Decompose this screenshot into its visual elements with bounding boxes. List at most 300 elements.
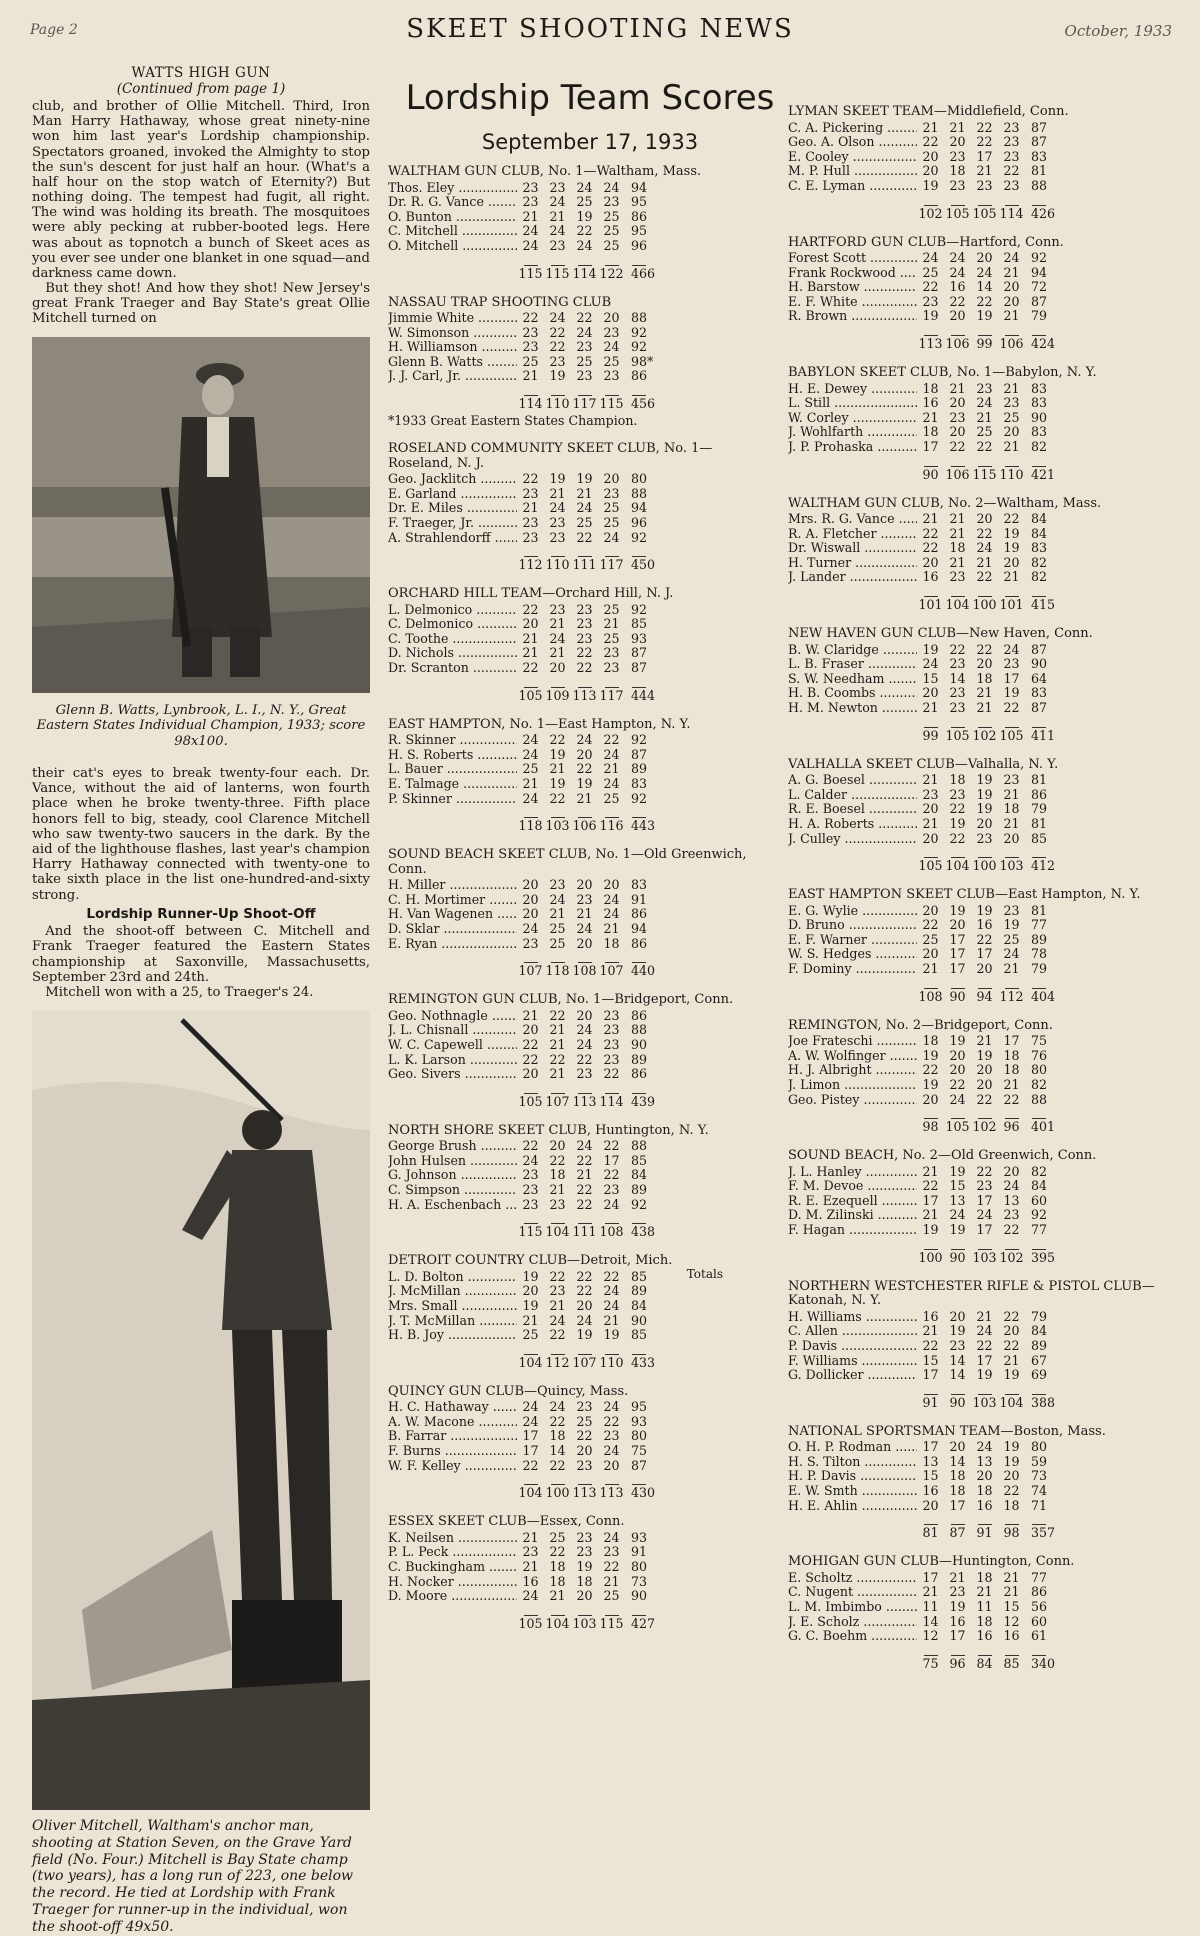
team-total: 427 <box>631 1615 656 1631</box>
shooter-row <box>788 1629 1163 1644</box>
shooter-name: J. Wohlfarth ..... <box>788 425 917 440</box>
round-total: 102 <box>918 205 943 221</box>
club-header: MOHIGAN GUN CLUB—Huntington, Conn. <box>788 1554 1075 1570</box>
round-score: 24 <box>949 1091 966 1107</box>
round-score: 20 <box>976 250 993 266</box>
shooter-name: Geo. A. Olson ..... <box>788 135 917 150</box>
round-score: 25 <box>922 264 939 280</box>
round-score: 24 <box>576 1022 593 1038</box>
round-score: 20 <box>1003 1323 1020 1339</box>
round-score: 24 <box>549 1399 566 1415</box>
shooter-total: 91 <box>631 891 648 907</box>
shooter-row <box>388 1545 763 1560</box>
club-header: EAST HAMPTON SKEET CLUB—East Hampton, N. Y. <box>788 887 1141 903</box>
round-score: 21 <box>922 815 939 831</box>
round-score: 23 <box>603 368 620 384</box>
team-total: 357 <box>1031 1525 1056 1541</box>
shooter-total: 88 <box>631 1138 648 1154</box>
shooter-row <box>788 1034 1163 1049</box>
round-score: 23 <box>603 1007 620 1023</box>
article-subheading: Lordship Runner-Up Shoot-Off <box>86 905 316 922</box>
round-total: 100 <box>972 597 997 613</box>
round-score: 24 <box>522 237 539 253</box>
shooter-row <box>388 1299 763 1314</box>
shooter-total: 86 <box>631 208 648 224</box>
club-header: EAST HAMPTON, No. 1—East Hampton, N. Y. <box>388 716 691 732</box>
team-total: 443 <box>631 818 656 834</box>
shooter-total: 87 <box>1031 293 1048 309</box>
shooter-total: 76 <box>1031 1047 1048 1063</box>
round-total: 90 <box>949 1249 966 1265</box>
shooter-row <box>788 643 1163 658</box>
round-score: 23 <box>549 514 566 530</box>
round-score: 23 <box>922 786 939 802</box>
round-score: 20 <box>922 1497 939 1513</box>
round-score: 19 <box>949 815 966 831</box>
round-total: 102 <box>972 727 997 743</box>
round-score: 21 <box>1003 1569 1020 1585</box>
shooter-total: 64 <box>1031 670 1048 686</box>
round-total: 90 <box>949 1394 966 1410</box>
shooter-row <box>788 382 1163 397</box>
round-score: 22 <box>576 1268 593 1284</box>
shooter-name: H. E. Dewey ..... <box>788 382 917 397</box>
club-block <box>788 105 1163 222</box>
shooter-row <box>388 1575 763 1590</box>
shooter-name: W. Simonson ..... <box>388 326 517 341</box>
shooter-row <box>388 239 763 254</box>
round-total: 116 <box>599 818 624 834</box>
total-rule <box>788 1513 1163 1525</box>
round-score: 23 <box>576 891 593 907</box>
round-score: 21 <box>522 1312 539 1328</box>
round-score: 22 <box>522 1457 539 1473</box>
club-header: NEW HAVEN GUN CLUB—New Haven, Conn. <box>788 626 1093 642</box>
round-score: 11 <box>922 1598 939 1614</box>
round-total: 114 <box>999 205 1024 221</box>
shooter-name: H. A. Roberts ..... <box>788 817 917 832</box>
round-score: 19 <box>549 746 566 762</box>
shooter-total: 82 <box>1031 554 1048 570</box>
shooter-name: H. S. Tilton ..... <box>788 1455 917 1470</box>
round-score: 18 <box>922 380 939 396</box>
round-score: 24 <box>1003 250 1020 266</box>
round-score: 22 <box>549 324 566 340</box>
round-score: 17 <box>949 931 966 947</box>
team-total: 411 <box>1031 727 1056 743</box>
club-header: REMINGTON, No. 2—Bridgeport, Conn. <box>788 1017 1053 1033</box>
round-score: 20 <box>949 1062 966 1078</box>
round-score: 19 <box>922 1222 939 1238</box>
club-note: *1933 Great Eastern States Champion. <box>388 413 638 429</box>
round-score: 22 <box>576 310 593 326</box>
shooter-total: 84 <box>1031 511 1048 527</box>
shooter-total: 60 <box>1031 1192 1048 1208</box>
shooter-total: 88 <box>631 485 648 501</box>
round-score: 16 <box>922 1483 939 1499</box>
shooter-total: 83 <box>1031 685 1048 701</box>
round-score: 19 <box>549 368 566 384</box>
round-score: 22 <box>603 732 620 748</box>
round-total: 105 <box>945 727 970 743</box>
shooter-row <box>788 527 1163 542</box>
team-totals-row <box>788 728 1163 744</box>
round-score: 21 <box>1003 815 1020 831</box>
round-score: 22 <box>922 134 939 150</box>
round-score: 22 <box>549 339 566 355</box>
shooter-total: 79 <box>1031 1308 1048 1324</box>
round-score: 20 <box>522 1022 539 1038</box>
round-score: 22 <box>549 1152 566 1168</box>
round-score: 25 <box>522 761 539 777</box>
round-total: 104 <box>945 597 970 613</box>
shooter-total: 61 <box>1031 1628 1048 1644</box>
shooter-total: 92 <box>631 601 648 617</box>
club-block <box>788 1019 1163 1136</box>
shooter-row <box>388 937 763 952</box>
round-score: 23 <box>1003 148 1020 164</box>
round-total: 115 <box>545 265 570 281</box>
shooter-name: H. B. Coombs ..... <box>788 686 917 701</box>
round-score: 20 <box>603 310 620 326</box>
shooter-name: C. H. Mortimer ..... <box>388 893 517 908</box>
round-score: 21 <box>976 1584 993 1600</box>
shooter-name: R. A. Fletcher ..... <box>788 527 917 542</box>
round-score: 21 <box>949 1569 966 1585</box>
round-score: 23 <box>1003 772 1020 788</box>
round-score: 25 <box>603 353 620 369</box>
round-score: 24 <box>603 1443 620 1459</box>
shooter-row <box>388 922 763 937</box>
round-total: 91 <box>976 1525 993 1541</box>
round-total: 117 <box>572 396 597 412</box>
shooter-total: 88 <box>1031 1091 1048 1107</box>
team-total: 440 <box>631 963 656 979</box>
shooter-total: 87 <box>1031 699 1048 715</box>
shooter-name: A. W. Wolfinger ..... <box>788 1049 917 1064</box>
round-score: 20 <box>976 1076 993 1092</box>
total-rule <box>788 324 1163 336</box>
shooter-name: Mrs. Small ..... <box>388 1299 517 1314</box>
round-score: 19 <box>949 1598 966 1614</box>
round-score: 19 <box>922 1076 939 1092</box>
round-score: 24 <box>603 1196 620 1212</box>
round-score: 20 <box>603 1457 620 1473</box>
round-score: 21 <box>922 119 939 135</box>
round-score: 15 <box>922 1468 939 1484</box>
shooter-total: 90 <box>631 1036 648 1052</box>
shooter-name: Geo. Sivers ..... <box>388 1067 517 1082</box>
round-total: 85 <box>1003 1655 1020 1671</box>
team-total: 421 <box>1031 466 1056 482</box>
round-score: 17 <box>949 961 966 977</box>
shooter-total: 74 <box>1031 1483 1048 1499</box>
shooter-total: 81 <box>1031 163 1048 179</box>
shooter-total: 94 <box>631 500 648 516</box>
shooter-row <box>388 748 763 763</box>
shooter-total: 95 <box>631 223 648 239</box>
shooter-name: F. Hagan ..... <box>788 1223 917 1238</box>
round-total: 105 <box>518 687 543 703</box>
round-score: 23 <box>603 485 620 501</box>
round-total: 104 <box>945 858 970 874</box>
round-score: 20 <box>1003 1468 1020 1484</box>
round-score: 14 <box>549 1443 566 1459</box>
shooter-total: 87 <box>631 1457 648 1473</box>
shooter-name: A. Strahlendorff ..... <box>388 531 517 546</box>
round-score: 21 <box>576 1167 593 1183</box>
round-score: 22 <box>976 931 993 947</box>
round-total: 99 <box>922 727 939 743</box>
total-rule <box>388 254 763 266</box>
round-score: 23 <box>976 380 993 396</box>
team-totals-row <box>388 1094 763 1110</box>
shooter-total: 83 <box>1031 148 1048 164</box>
round-score: 20 <box>922 554 939 570</box>
round-score: 13 <box>976 1453 993 1469</box>
round-score: 22 <box>576 761 593 777</box>
round-score: 16 <box>949 1613 966 1629</box>
shooter-row <box>788 1571 1163 1586</box>
shooter-name: J. T. McMillan ..... <box>388 1314 517 1329</box>
round-score: 24 <box>549 1312 566 1328</box>
shooter-total: 79 <box>1031 801 1048 817</box>
article-continued: (Continued from page 1) <box>116 80 286 97</box>
shooter-row <box>388 907 763 922</box>
round-score: 22 <box>576 645 593 661</box>
round-score: 21 <box>1003 1584 1020 1600</box>
shooter-row <box>788 1455 1163 1470</box>
round-score: 21 <box>1003 438 1020 454</box>
round-total: 113 <box>572 687 597 703</box>
shooter-row <box>788 1600 1163 1615</box>
club-header: BABYLON SKEET CLUB, No. 1—Babylon, N. Y. <box>788 365 1097 381</box>
shooter-name: E. Cooley ..... <box>788 150 917 165</box>
round-score: 23 <box>522 1182 539 1198</box>
shooter-total: 88 <box>631 1022 648 1038</box>
round-score: 23 <box>549 529 566 545</box>
team-totals-row <box>388 1485 763 1501</box>
round-total: 112 <box>999 988 1024 1004</box>
team-totals-row <box>788 597 1163 613</box>
shooter-total: 92 <box>631 790 648 806</box>
round-score: 24 <box>603 891 620 907</box>
shooter-name: O. Mitchell ..... <box>388 239 517 254</box>
round-score: 22 <box>976 438 993 454</box>
shooter-row <box>388 531 763 546</box>
shooter-row <box>788 135 1163 150</box>
round-score: 24 <box>549 310 566 326</box>
shooter-total: 85 <box>631 1268 648 1284</box>
round-score: 21 <box>549 1297 566 1313</box>
round-score: 21 <box>522 1558 539 1574</box>
scores-column-right <box>788 105 1163 1686</box>
shooter-row <box>788 1354 1163 1369</box>
shooter-name: C. A. Pickering ..... <box>788 121 917 136</box>
round-score: 20 <box>522 616 539 632</box>
shooter-name: G. Johnson ..... <box>388 1168 517 1183</box>
round-score: 19 <box>603 1327 620 1343</box>
shooter-name: E. F. Warner ..... <box>788 933 917 948</box>
total-rule <box>388 676 763 688</box>
round-score: 23 <box>949 1584 966 1600</box>
round-score: 21 <box>922 511 939 527</box>
round-score: 18 <box>976 670 993 686</box>
shooter-name: L. D. Bolton ..... <box>388 1270 517 1285</box>
shooter-name: H. A. Eschenbach ..... <box>388 1198 517 1213</box>
round-score: 16 <box>922 569 939 585</box>
round-score: 21 <box>522 775 539 791</box>
round-score: 13 <box>922 1453 939 1469</box>
shooter-total: 91 <box>631 1544 648 1560</box>
round-score: 24 <box>576 1312 593 1328</box>
round-score: 18 <box>949 1468 966 1484</box>
shooter-row <box>388 516 763 531</box>
round-total: 96 <box>949 1655 966 1671</box>
shooter-total: 71 <box>1031 1497 1048 1513</box>
club-block <box>388 848 763 979</box>
shooter-row <box>788 962 1163 977</box>
shooter-row <box>388 311 763 326</box>
shooter-total: 89 <box>631 1283 648 1299</box>
round-score: 24 <box>922 250 939 266</box>
round-score: 22 <box>976 1163 993 1179</box>
shooter-name: J. P. Prohaska ..... <box>788 440 917 455</box>
shooter-name: D. Bruno ..... <box>788 918 917 933</box>
round-score: 19 <box>949 1323 966 1339</box>
total-rule <box>788 194 1163 206</box>
round-total: 110 <box>599 1354 624 1370</box>
round-score: 21 <box>549 1588 566 1604</box>
round-score: 19 <box>549 471 566 487</box>
article-paragraph: club, and brother of Ollie Mitchell. Third, Iron Man Harry Hathaway, whose great ninety-nine won him last year's Lordship championship. Spectators groaned, invoked the Almighty to stop the sun's descent for just half an hour. (What's a half hour on the stop watch of Eternity?) But nothing doing. The tempest had fugit, all right. The wind was holding its breath. The mosquitoes were ably pecking at rubber-booted legs. Here was about as topnotch a bunch of Skeet aces as you ever see under one blanket in one squad—and darkness came down. <box>32 99 370 281</box>
shooter-total: 89 <box>631 1182 648 1198</box>
round-score: 24 <box>949 250 966 266</box>
round-score: 24 <box>522 790 539 806</box>
round-total: 117 <box>599 557 624 573</box>
shooter-row <box>788 817 1163 832</box>
round-total: 105 <box>918 858 943 874</box>
round-score: 24 <box>603 1283 620 1299</box>
shooter-total: 93 <box>631 1529 648 1545</box>
round-score: 20 <box>922 685 939 701</box>
round-total: 115 <box>599 1615 624 1631</box>
round-score: 22 <box>576 1051 593 1067</box>
round-score: 21 <box>949 511 966 527</box>
round-total: 103 <box>545 818 570 834</box>
round-score: 18 <box>976 1613 993 1629</box>
shooter-total: 83 <box>1031 395 1048 411</box>
total-rule <box>788 585 1163 597</box>
shooter-name: F. Traeger, Jr. ..... <box>388 516 517 531</box>
shooter-total: 73 <box>1031 1468 1048 1484</box>
shooter-row <box>388 1589 763 1604</box>
shooter-total: 80 <box>1031 1062 1048 1078</box>
round-score: 24 <box>522 746 539 762</box>
round-score: 22 <box>976 1337 993 1353</box>
round-score: 25 <box>576 1413 593 1429</box>
shooter-row <box>388 1284 763 1299</box>
round-score: 17 <box>949 1628 966 1644</box>
club-header: WALTHAM GUN CLUB, No. 1—Waltham, Mass. <box>388 164 702 179</box>
round-score: 20 <box>922 1091 939 1107</box>
article-paragraph: And the shoot-off between C. Mitchell and Frank Traeger featured the Eastern States championship at Saxonville, Massachusetts, September 23rd and 24th. <box>32 924 370 985</box>
round-score: 20 <box>976 1062 993 1078</box>
round-score: 17 <box>976 1222 993 1238</box>
round-score: 22 <box>522 471 539 487</box>
round-score: 21 <box>522 500 539 516</box>
shooter-name: C. Delmonico ..... <box>388 617 517 632</box>
shooter-name: Dr. R. G. Vance ..... <box>388 195 517 210</box>
shooter-total: 92 <box>1031 250 1048 266</box>
round-score: 24 <box>522 732 539 748</box>
round-score: 25 <box>603 790 620 806</box>
shooter-total: 85 <box>631 1327 648 1343</box>
round-score: 22 <box>976 569 993 585</box>
shooter-row <box>788 512 1163 527</box>
shooter-row <box>388 632 763 647</box>
round-score: 24 <box>549 194 566 210</box>
shooter-name: S. W. Needham ..... <box>788 672 917 687</box>
shooter-name: F. Williams ..... <box>788 1354 917 1369</box>
round-score: 20 <box>949 308 966 324</box>
round-total: 108 <box>572 963 597 979</box>
round-score: 23 <box>976 830 993 846</box>
shooter-name: George Brush ..... <box>388 1139 517 1154</box>
shooter-total: 75 <box>1031 1033 1048 1049</box>
shooter-total: 96 <box>631 237 648 253</box>
round-score: 16 <box>976 1497 993 1513</box>
shooter-name: P. L. Peck ..... <box>388 1545 517 1560</box>
round-score: 23 <box>576 630 593 646</box>
round-score: 18 <box>549 1558 566 1574</box>
round-score: 20 <box>1003 279 1020 295</box>
round-score: 18 <box>976 1569 993 1585</box>
round-score: 20 <box>522 906 539 922</box>
round-score: 18 <box>1003 1062 1020 1078</box>
round-score: 19 <box>976 902 993 918</box>
shooter-name: A. W. Macone ..... <box>388 1415 517 1430</box>
total-rule <box>788 1644 1163 1656</box>
shooter-name: Forest Scott ..... <box>788 251 917 266</box>
total-rule <box>788 1107 1163 1119</box>
round-score: 24 <box>603 529 620 545</box>
round-score: 14 <box>949 670 966 686</box>
team-totals-row <box>388 396 763 412</box>
shooter-total: 92 <box>631 339 648 355</box>
shooter-name: H. J. Albright ..... <box>788 1063 917 1078</box>
shooter-row <box>788 1179 1163 1194</box>
round-score: 22 <box>949 641 966 657</box>
shooter-name: C. E. Lyman ..... <box>788 179 917 194</box>
round-score: 20 <box>1003 1163 1020 1179</box>
total-rule <box>788 1238 1163 1250</box>
round-score: 16 <box>922 395 939 411</box>
shooter-row <box>788 1615 1163 1630</box>
round-score: 23 <box>1003 119 1020 135</box>
article-paragraph: But they shot! And how they shot! New Jersey's great Frank Traeger and Bay State's great Ollie Mitchell turned on <box>32 281 370 327</box>
shooter-total: 90 <box>1031 656 1048 672</box>
shooter-name: L. Bauer ..... <box>388 762 517 777</box>
totals-label: Totals <box>686 1267 723 1282</box>
shooter-total: 82 <box>1031 1163 1048 1179</box>
club-header: REMINGTON GUN CLUB, No. 1—Bridgeport, Conn. <box>388 992 734 1008</box>
round-total: 100 <box>972 858 997 874</box>
round-score: 22 <box>922 525 939 541</box>
shooter-row <box>788 1368 1163 1383</box>
round-score: 23 <box>949 177 966 193</box>
shooter-total: 82 <box>1031 438 1048 454</box>
